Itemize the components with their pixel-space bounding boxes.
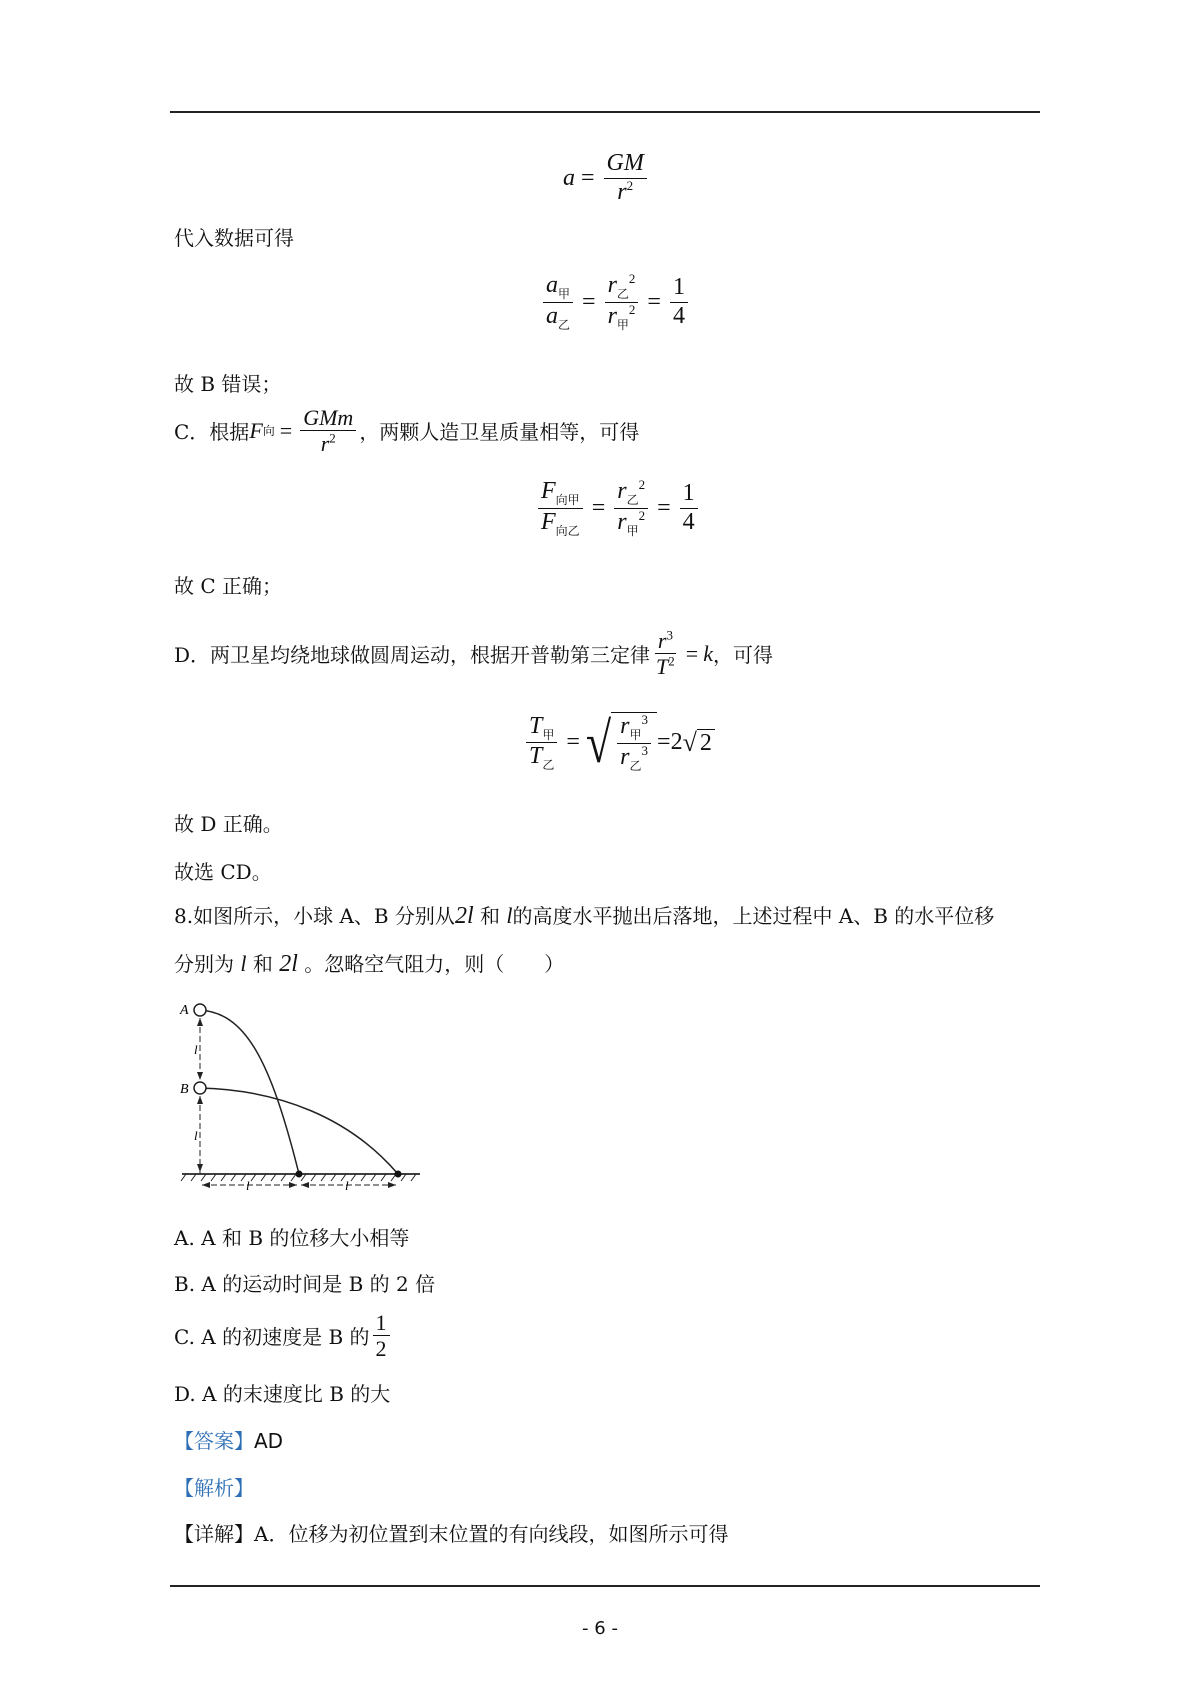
option-b: B. A 的运动时间是 B 的 2 倍: [174, 1272, 436, 1296]
answer-tag: 【答案】: [174, 1429, 254, 1453]
svg-text:l: l: [194, 1128, 198, 1143]
analysis-tag: 【解析】: [174, 1476, 254, 1500]
formula-acceleration-ratio: $\frac{a_甲}{a_乙}$ = $\frac{r_乙^2}{r_甲^2}$ = $\frac{1}{4}$: [540, 272, 691, 332]
label-b: B: [180, 1082, 189, 1097]
svg-text:l: l: [345, 1178, 349, 1193]
d-right-text: 故 D 正确。: [174, 812, 283, 836]
page-number: - 6 -: [582, 1618, 618, 1639]
q8-line2: 分别为 l 和 2l 。忽略空气阻力，则（ ）: [174, 951, 565, 977]
q8-line1: 8.如图所示，小球 A、B 分别从2l 和 l的高度水平抛出后落地，上述过程中 A、B 的水平位移: [174, 903, 995, 929]
formula-acceleration: a = $\frac{GM}{r^2}$: [563, 150, 650, 206]
label-a: A: [180, 1003, 189, 1018]
substitute-text: 代入数据可得: [174, 226, 294, 250]
svg-text:l: l: [194, 1042, 198, 1057]
formula-period-ratio: $\frac{T_甲}{T_乙}$ = √ $\frac{r_甲^3}{r_乙^3}$ =2 √ 2: [523, 712, 715, 773]
option-a: A. A 和 B 的位移大小相等: [174, 1226, 410, 1250]
header-rule: [170, 111, 1040, 113]
projectile-figure: [170, 998, 430, 1198]
d-line: D．两卫星均绕地球做圆周运动，根据开普勒第三定律 $\frac{r^3}{T^2}$ = k ，可得: [174, 627, 773, 680]
footer-rule: [170, 1585, 1040, 1587]
b-wrong-text: 故 B 错误；: [174, 372, 282, 396]
c-right-text: 故 C 正确；: [174, 574, 283, 598]
c-line: C．根据 F 向 = $\frac{\text{GMm}}{r^2}$ ，两颗人造卫星质量相等，可得: [174, 405, 640, 457]
option-c: C. A 的初速度是 B 的 $\frac{1}{2}$: [174, 1310, 393, 1362]
option-d: D. A 的末速度比 B 的大: [174, 1382, 391, 1406]
answer-line: 【答案】AD: [174, 1429, 284, 1453]
detail-line: 【详解】A．位移为初位置到末位置的有向线段，如图所示可得: [174, 1522, 729, 1546]
choose-text: 故选 CD。: [174, 860, 272, 884]
svg-text:l: l: [246, 1178, 250, 1193]
formula-force-ratio: $\frac{F_{向甲}}{F_{向乙}}$ = $\frac{r_乙^2}{r_甲^2}$ = $\frac{1}{4}$: [535, 478, 701, 538]
